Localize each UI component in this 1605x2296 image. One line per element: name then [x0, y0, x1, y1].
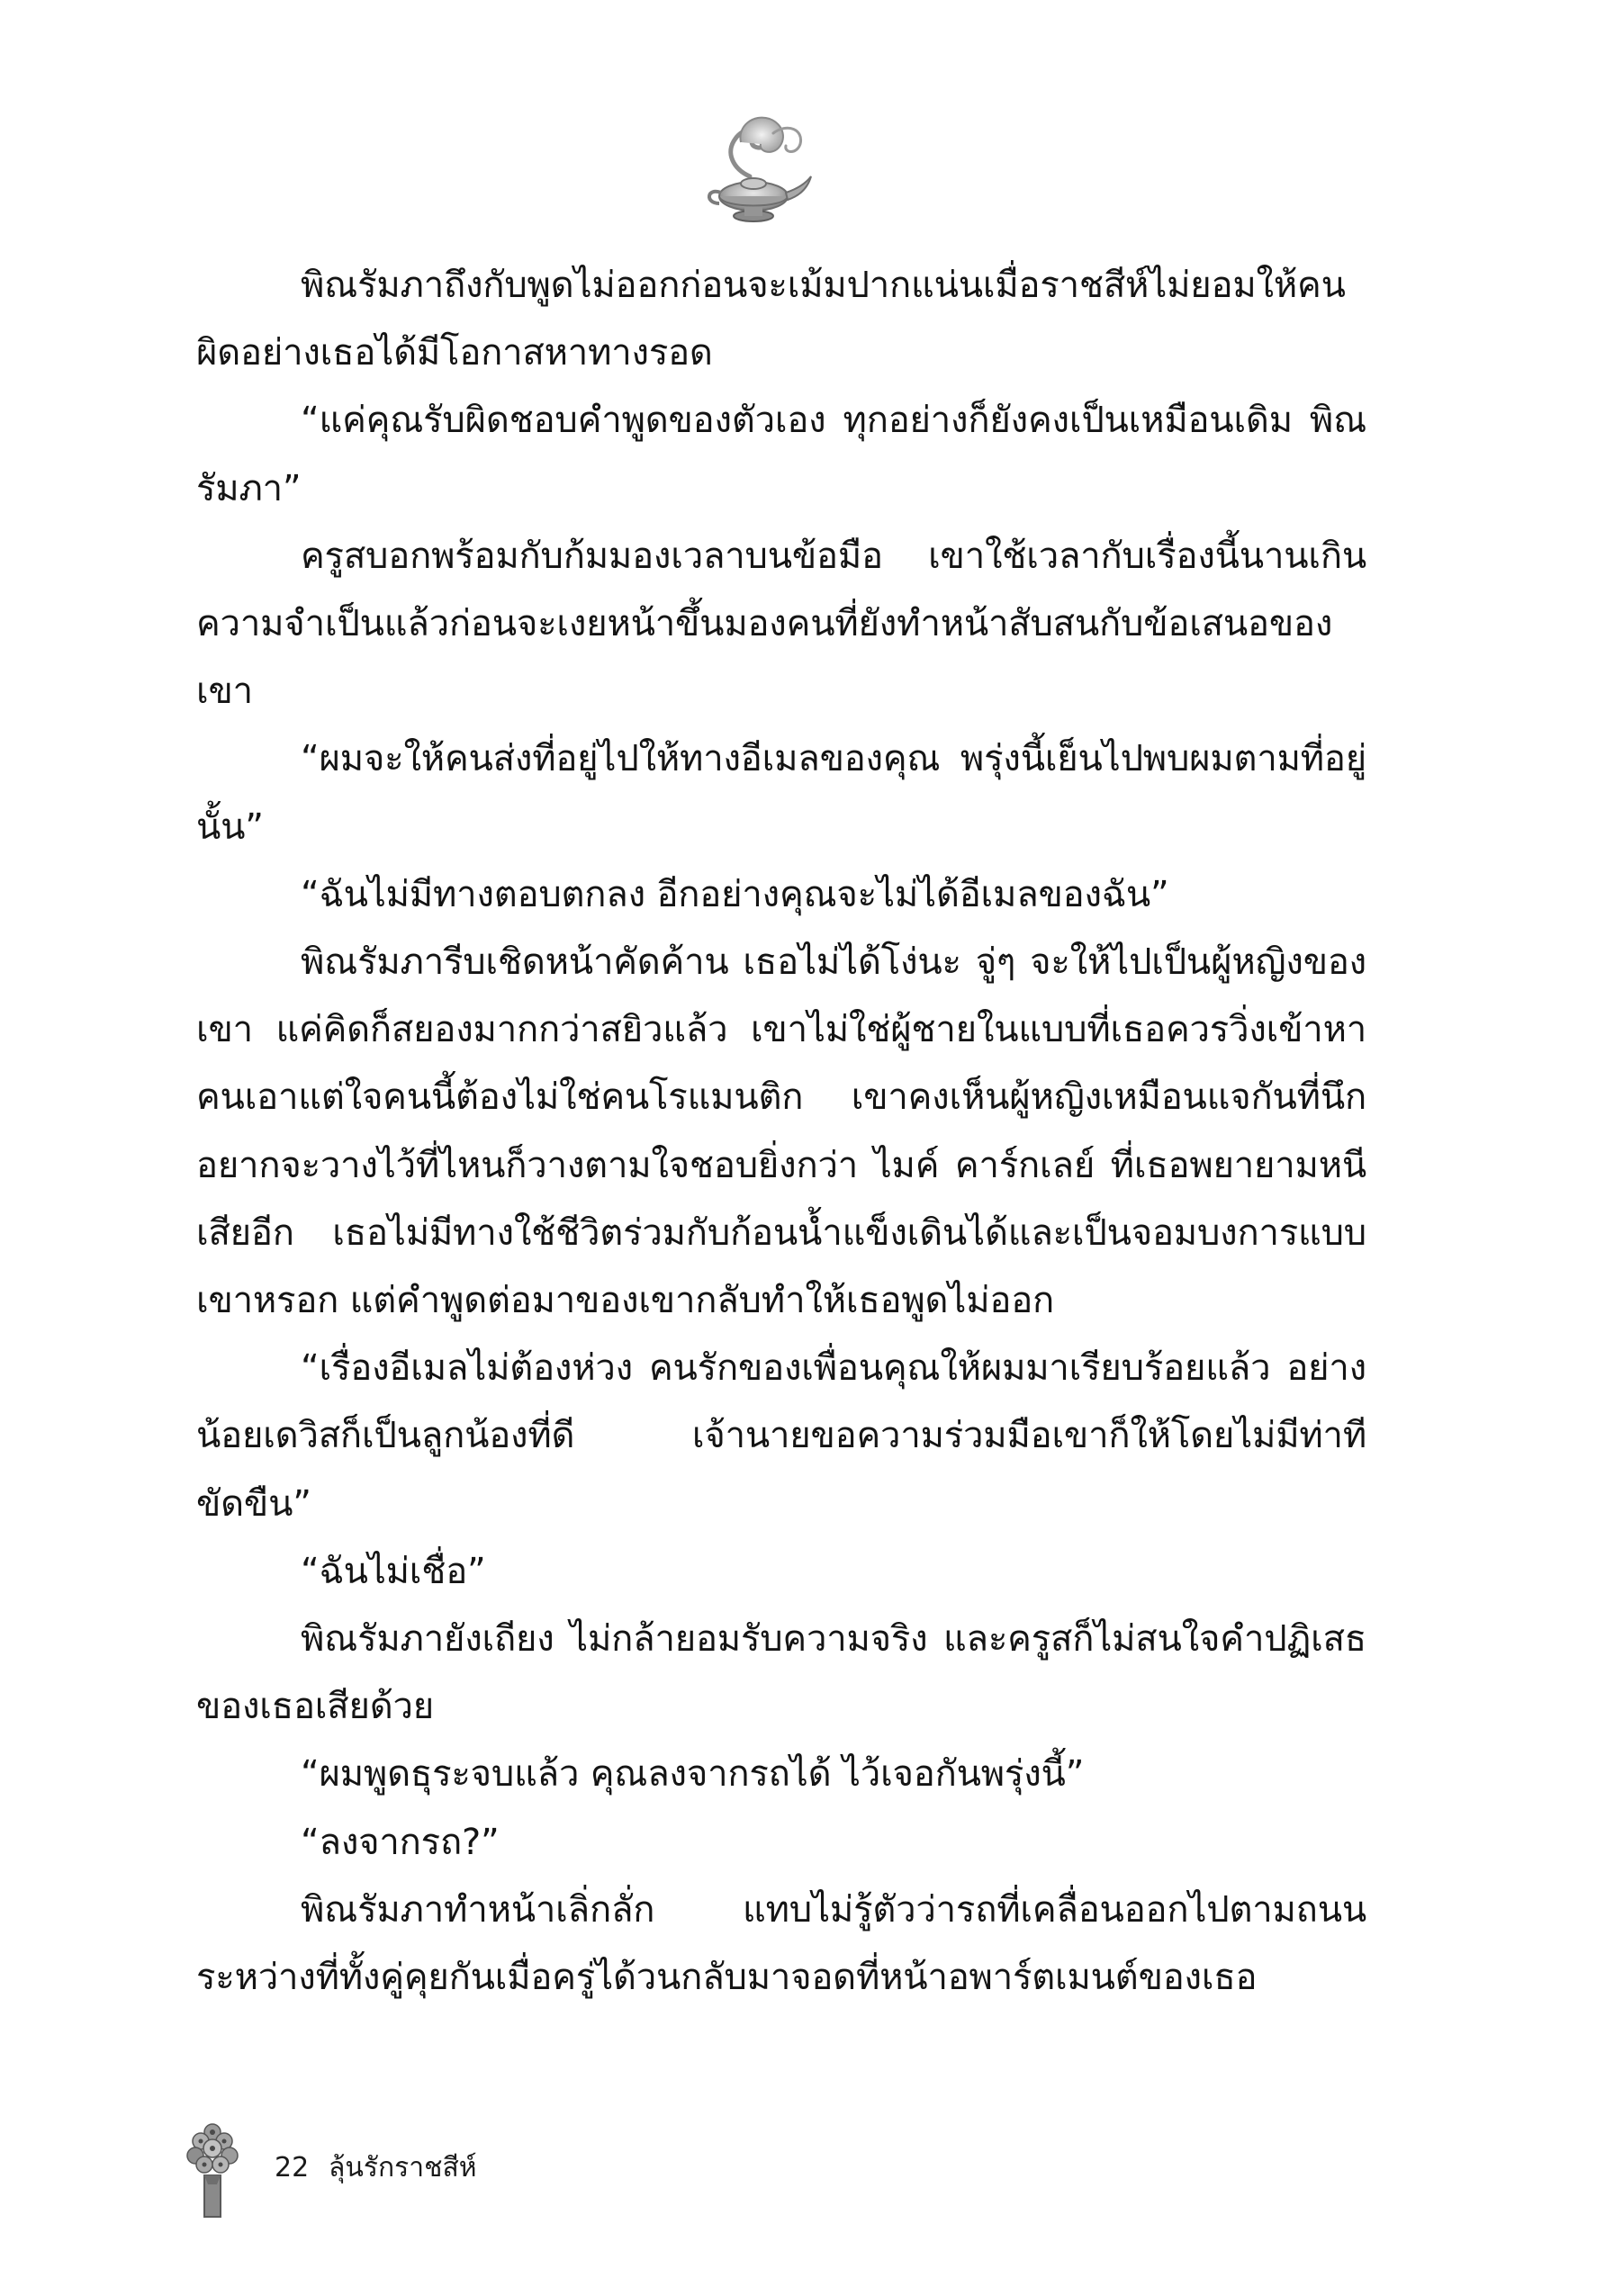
page-footer — [185, 2120, 815, 2228]
page-number: 22 — [275, 2152, 310, 2183]
paragraph: “ผมพูดธุระจบแล้ว คุณลงจากรถได้ ไว้เจอกันพรุ่งนี้” — [301, 1753, 1085, 1796]
book-title: ลุ้นรักราชสีห์ — [329, 2152, 477, 2183]
paragraph: พิณรัมภารีบเชิดหน้าคัดค้าน เธอไม่ได้โง่นะ จู่ๆ จะให้ไปเป็นผู้หญิงของเขา แค่คิดก็สยองมากกว่าสยิวแล้ว เขาไม่ใช่ผู้ชายในแบบที่เธอควรวิ่งเข้าหา คนเอาแต่ใจคนนี้ต้องไม่ใช่คนโรแมนติก เขาคงเห็นผู้หญิงเหมือนแจกันที่นึกอยากจะวางไว้ที่ไหนก็วางตามใจชอบยิ่งกว่า ไมค์ คาร์กเลย์ ที่เธอพยายามหนีเสียอีก เธอไม่มีทางใช้ชีวิตร่วมกับก้อนน้ำแข็งเดินได้และเป็นจอมบงการแบบเขาหรอก แต่คำพูดต่อมาของเขากลับทำให้เธอพูดไม่ออก — [196, 941, 1366, 1322]
paragraph: พิณรัมภายังเถียง ไม่กล้ายอมรับความจริง และครูสก็ไม่สนใจคำปฏิเสธของเธอเสียด้วย — [196, 1618, 1366, 1728]
flower-bouquet-icon — [185, 2120, 240, 2219]
paragraph: ครูสบอกพร้อมกับก้มมองเวลาบนข้อมือ เขาใช้เวลากับเรื่องนี้นานเกินความจำเป็นแล้วก่อนจะเงยหน้าขึ้นมองคนที่ยังทำหน้าสับสนกับข้อเสนอของเขา — [196, 535, 1366, 713]
paragraph: “ผมจะให้คนส่งที่อยู่ไปให้ทางอีเมลของคุณ พรุ่งนี้เย็นไปพบผมตามที่อยู่นั้น” — [196, 738, 1366, 848]
paragraph: “แค่คุณรับผิดชอบคำพูดของตัวเอง ทุกอย่างก็ยังคงเป็นเหมือนเดิม พิณรัมภา” — [196, 400, 1366, 509]
paragraph: พิณรัมภาทำหน้าเลิ่กลั่ก แทบไม่รู้ตัวว่ารถที่เคลื่อนออกไปตามถนนระหว่างที่ทั้งคู่คุยกันเมื่อครู่ได้วนกลับมาจอดที่หน้าอพาร์ตเมนต์ของเธอ — [196, 1888, 1366, 1999]
genie-lamp-icon — [698, 106, 815, 232]
paragraph: “ฉันไม่เชื่อ” — [301, 1550, 486, 1592]
story-text — [196, 252, 1366, 2012]
paragraph: “เรื่องอีเมลไม่ต้องห่วง คนรักของเพื่อนคุณให้ผมมาเรียบร้อยแล้ว อย่างน้อยเดวิสก็เป็นลูกน้องที่ดี เจ้านายขอความร่วมมือเขาก็ให้โดยไม่มีท่าทีขัดขืน” — [196, 1347, 1366, 1525]
paragraph: พิณรัมภาถึงกับพูดไม่ออกก่อนจะเม้มปากแน่นเมื่อราชสีห์ไม่ยอมให้คนผิดอย่างเธอได้มีโอกาสหาทางรอด — [196, 265, 1346, 374]
paragraph: “ฉันไม่มีทางตอบตกลง อีกอย่างคุณจะไม่ได้อีเมลของฉัน” — [301, 873, 1169, 915]
paragraph: “ลงจากรถ?” — [301, 1821, 500, 1863]
